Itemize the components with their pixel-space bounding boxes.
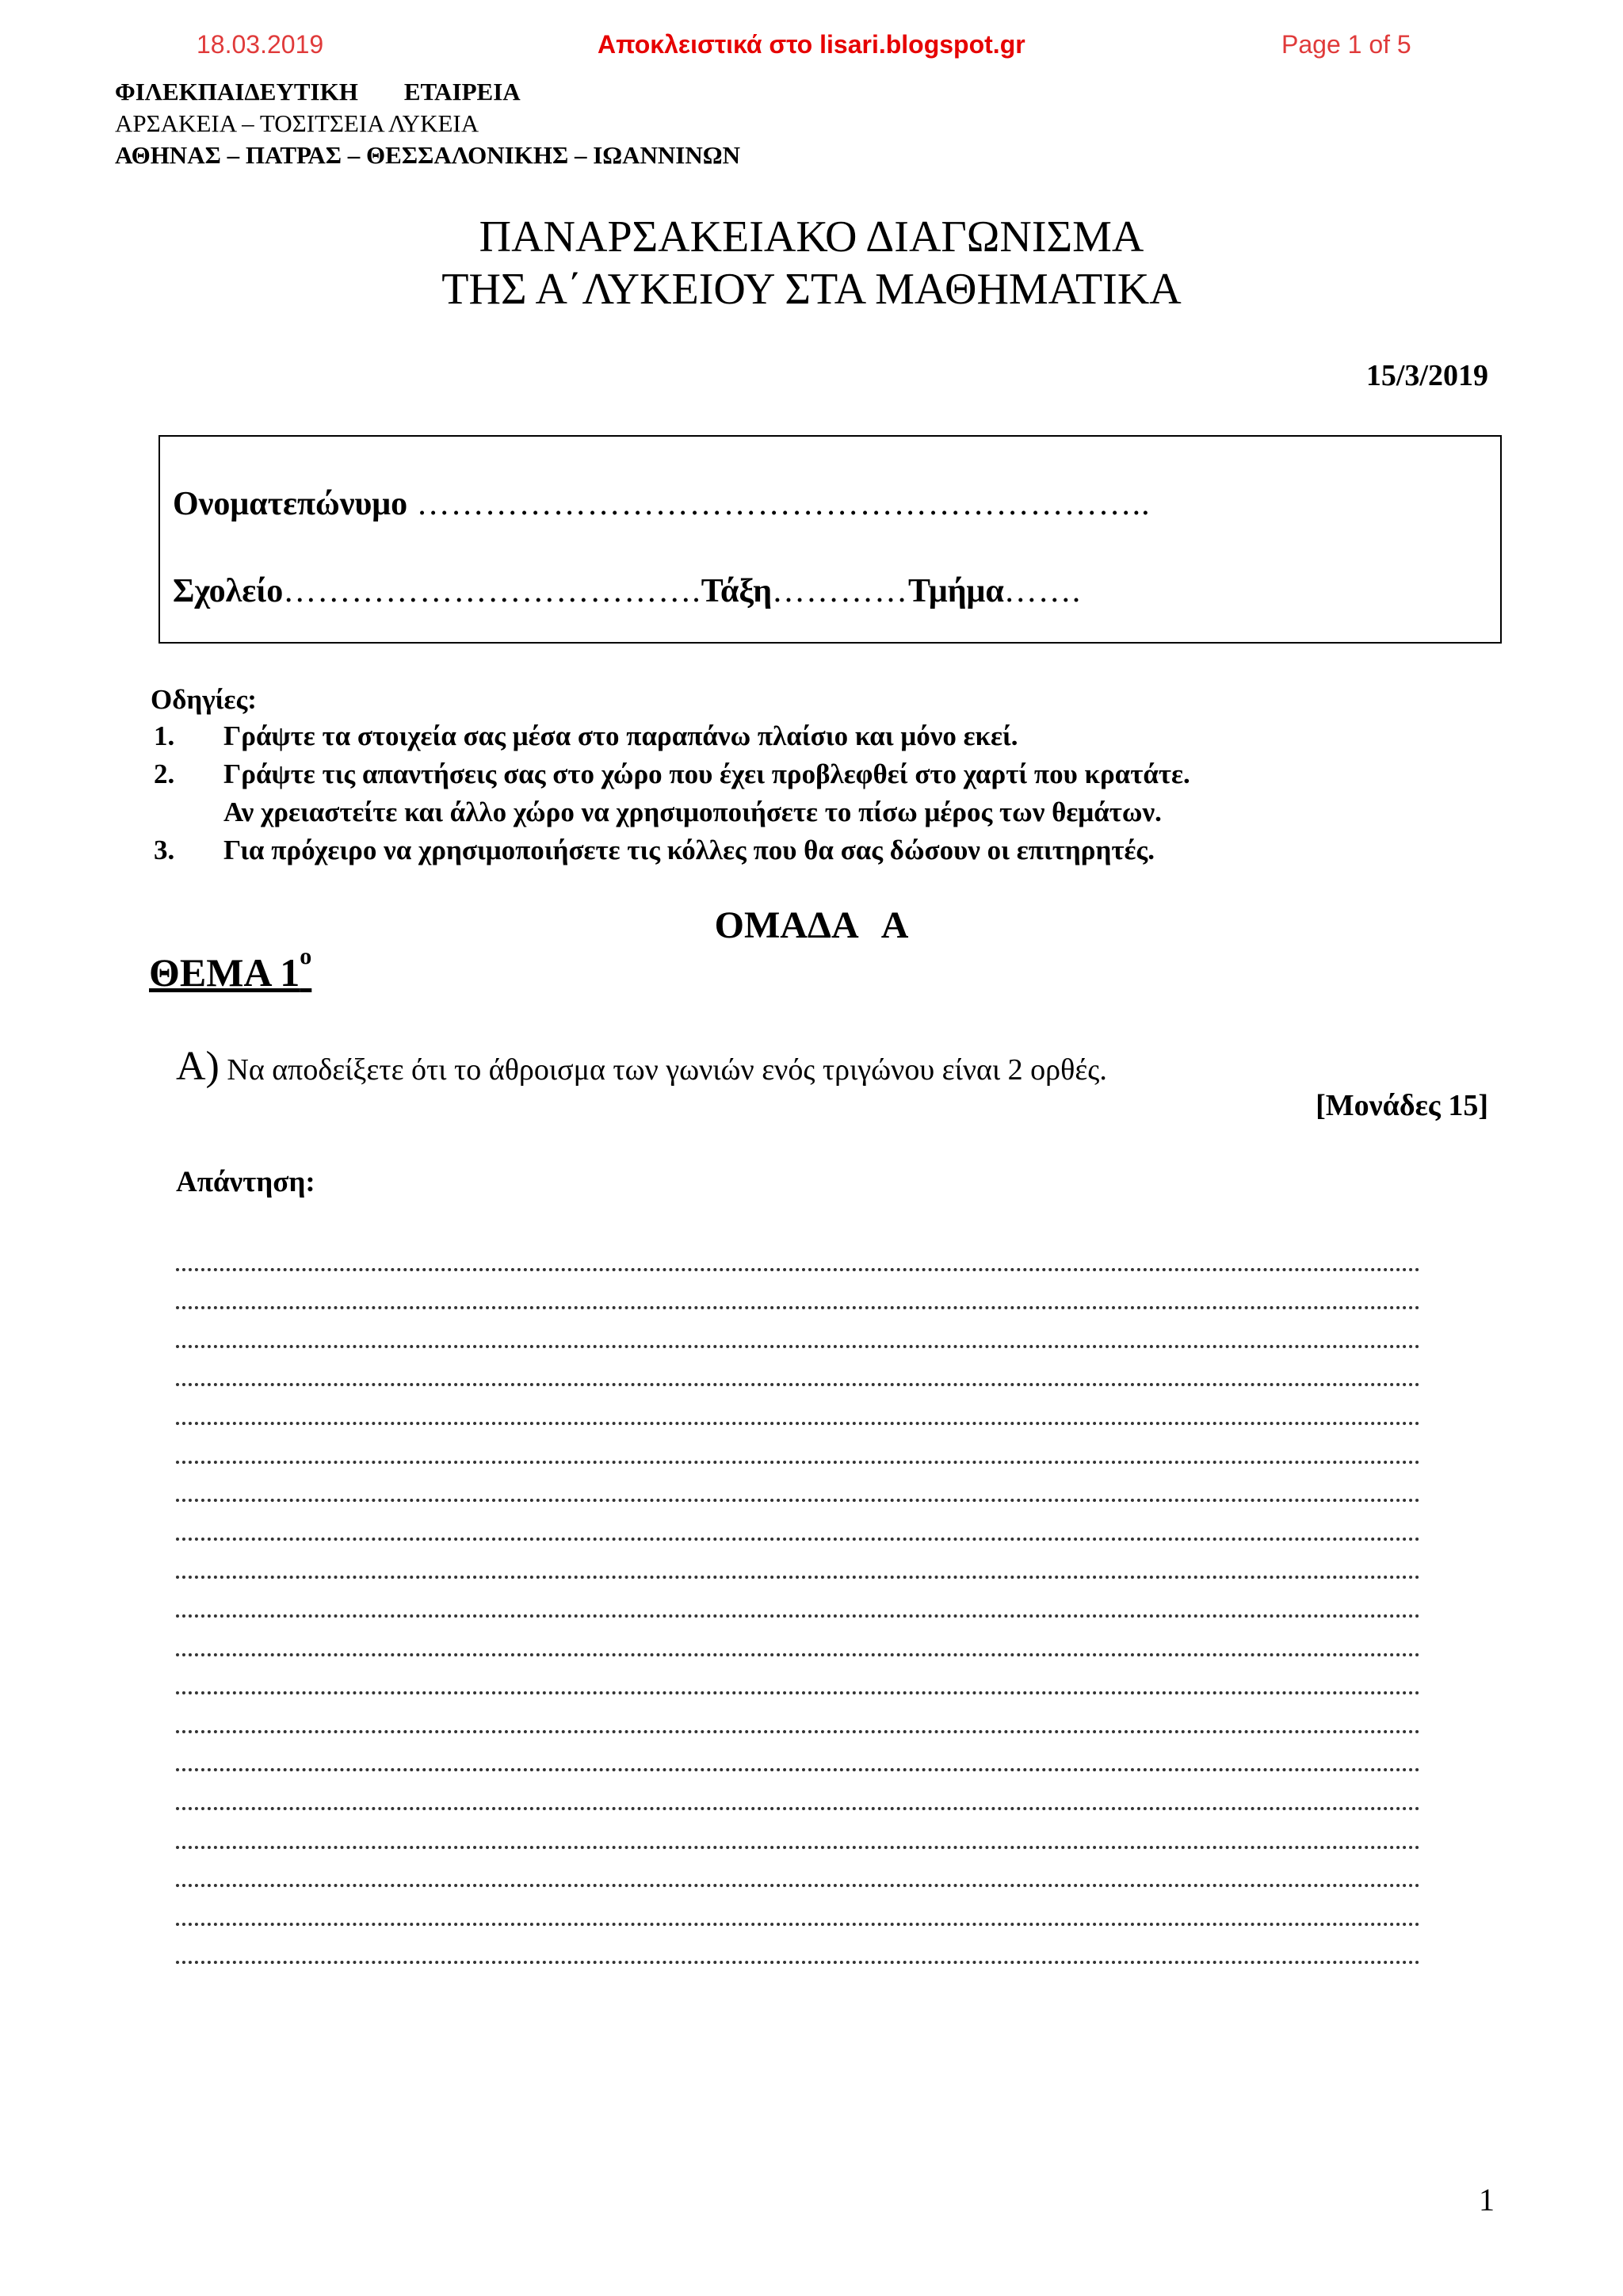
name-dots: ……………………………………………………….. — [407, 486, 1151, 522]
class-field[interactable]: ………… — [772, 573, 909, 609]
theme-superscript: ο — [300, 943, 312, 969]
instruction-number: 3. — [154, 835, 175, 865]
instruction-item — [151, 793, 1190, 831]
instruction-text: Αν χρειαστείτε και άλλο χώρο να χρησιμοποιήσετε το πίσω μέρος των θεμάτων. — [223, 797, 1162, 827]
name-field[interactable] — [173, 485, 1151, 523]
question-marks: [Μονάδες 15] — [1316, 1089, 1488, 1122]
question-a — [176, 1043, 1107, 1090]
instruction-item — [151, 831, 1190, 869]
question-text: Να αποδείξετε ότι το άθροισμα των γωνιών ενός τριγώνου είναι 2 ορθές. — [227, 1053, 1107, 1087]
group-heading — [0, 904, 1623, 947]
exam-title-line1: ΠΑΝΑΡΣΑΚΕΙΑΚΟ ΔΙΑΓΩΝΙΣΜΑ — [479, 212, 1144, 262]
instructions-title: Οδηγίες: — [151, 684, 257, 715]
name-label: Ονοματεπώνυμο — [173, 486, 408, 522]
theme-label: ΘΕΜΑ 1 — [149, 950, 300, 995]
answer-line[interactable] — [176, 1818, 1420, 1857]
answer-line[interactable] — [176, 1779, 1420, 1818]
answer-line[interactable] — [176, 1549, 1420, 1587]
exam-title — [0, 211, 1623, 315]
org-cities: ΑΘΗΝΑΣ – ΠΑΤΡΑΣ – ΘΕΣΣΑΛΟΝΙΚΗΣ – ΙΩΑΝΝΙΝΩΝ — [115, 141, 740, 169]
question-label: Α) — [176, 1044, 220, 1089]
instruction-number: 1. — [154, 720, 175, 751]
answer-line[interactable] — [176, 1626, 1420, 1664]
instruction-text: Για πρόχειρο να χρησιμοποιήσετε τις κόλλες που θα σας δώσουν οι επιτηρητές. — [223, 835, 1155, 865]
answer-line[interactable] — [176, 1895, 1420, 1934]
organization-block — [115, 76, 740, 171]
school-label: Σχολείο — [173, 573, 284, 609]
student-info-box — [158, 435, 1502, 644]
instructions-list — [151, 717, 1190, 869]
answer-line[interactable] — [176, 1472, 1420, 1511]
answer-line[interactable] — [176, 1433, 1420, 1472]
answer-line[interactable] — [176, 1279, 1420, 1318]
instruction-text: Γράψτε τις απαντήσεις σας στο χώρο που έχει προβλεφθεί στο χαρτί που κρατάτε. — [223, 758, 1190, 789]
exam-title-line2: ΤΗΣ Α΄ΛΥΚΕΙΟΥ ΣΤΑ ΜΑΘΗΜΑΤΙΚΑ — [441, 265, 1182, 314]
section-label: Τμήμα — [908, 573, 1004, 609]
instruction-item — [151, 755, 1190, 793]
answer-line[interactable] — [176, 1741, 1420, 1780]
answer-line[interactable] — [176, 1240, 1420, 1279]
answer-line[interactable] — [176, 1394, 1420, 1433]
header-date: 18.03.2019 — [197, 30, 324, 59]
school-field[interactable]: ………………………………. — [283, 573, 701, 609]
answer-line[interactable] — [176, 1857, 1420, 1896]
answer-line[interactable] — [176, 1510, 1420, 1549]
org-schools: ΑΡΣΑΚΕΙΑ – ΤΟΣΙΤΣΕΙΑ ΛΥΚΕΙΑ — [115, 109, 479, 137]
class-label: Τάξη — [701, 573, 773, 609]
exam-date: 15/3/2019 — [1365, 359, 1488, 392]
org-name-right: ΕΤΑΙΡΕΙΑ — [403, 78, 521, 105]
header-page-indicator: Page 1 of 5 — [1281, 30, 1411, 59]
org-name-left: ΦΙΛΕΚΠΑΙΔΕΥΤΙΚΗ — [115, 78, 358, 105]
page-number: 1 — [1479, 2182, 1495, 2218]
instruction-item — [151, 717, 1190, 755]
answer-line[interactable] — [176, 1317, 1420, 1356]
answer-label: Απάντηση: — [176, 1166, 315, 1198]
instruction-number — [151, 793, 223, 831]
theme-heading — [149, 943, 312, 995]
answer-line[interactable] — [176, 1356, 1420, 1395]
section-field[interactable]: ……. — [1003, 573, 1082, 609]
instruction-number: 2. — [154, 758, 175, 789]
answer-line[interactable] — [176, 1664, 1420, 1703]
answer-line[interactable] — [176, 1934, 1420, 1973]
answer-lines-area[interactable] — [176, 1240, 1420, 1972]
group-label: ΟΜΑΔΑ — [714, 904, 859, 946]
school-class-section-row — [173, 572, 1081, 610]
group-letter: Α — [880, 904, 909, 946]
answer-line[interactable] — [176, 1587, 1420, 1626]
header-source-text: Αποκλειστικά στο lisari.blogspot.gr — [598, 30, 1025, 59]
answer-line[interactable] — [176, 1702, 1420, 1741]
instruction-text: Γράψτε τα στοιχεία σας μέσα στο παραπάνω πλαίσιο και μόνο εκεί. — [223, 720, 1018, 751]
